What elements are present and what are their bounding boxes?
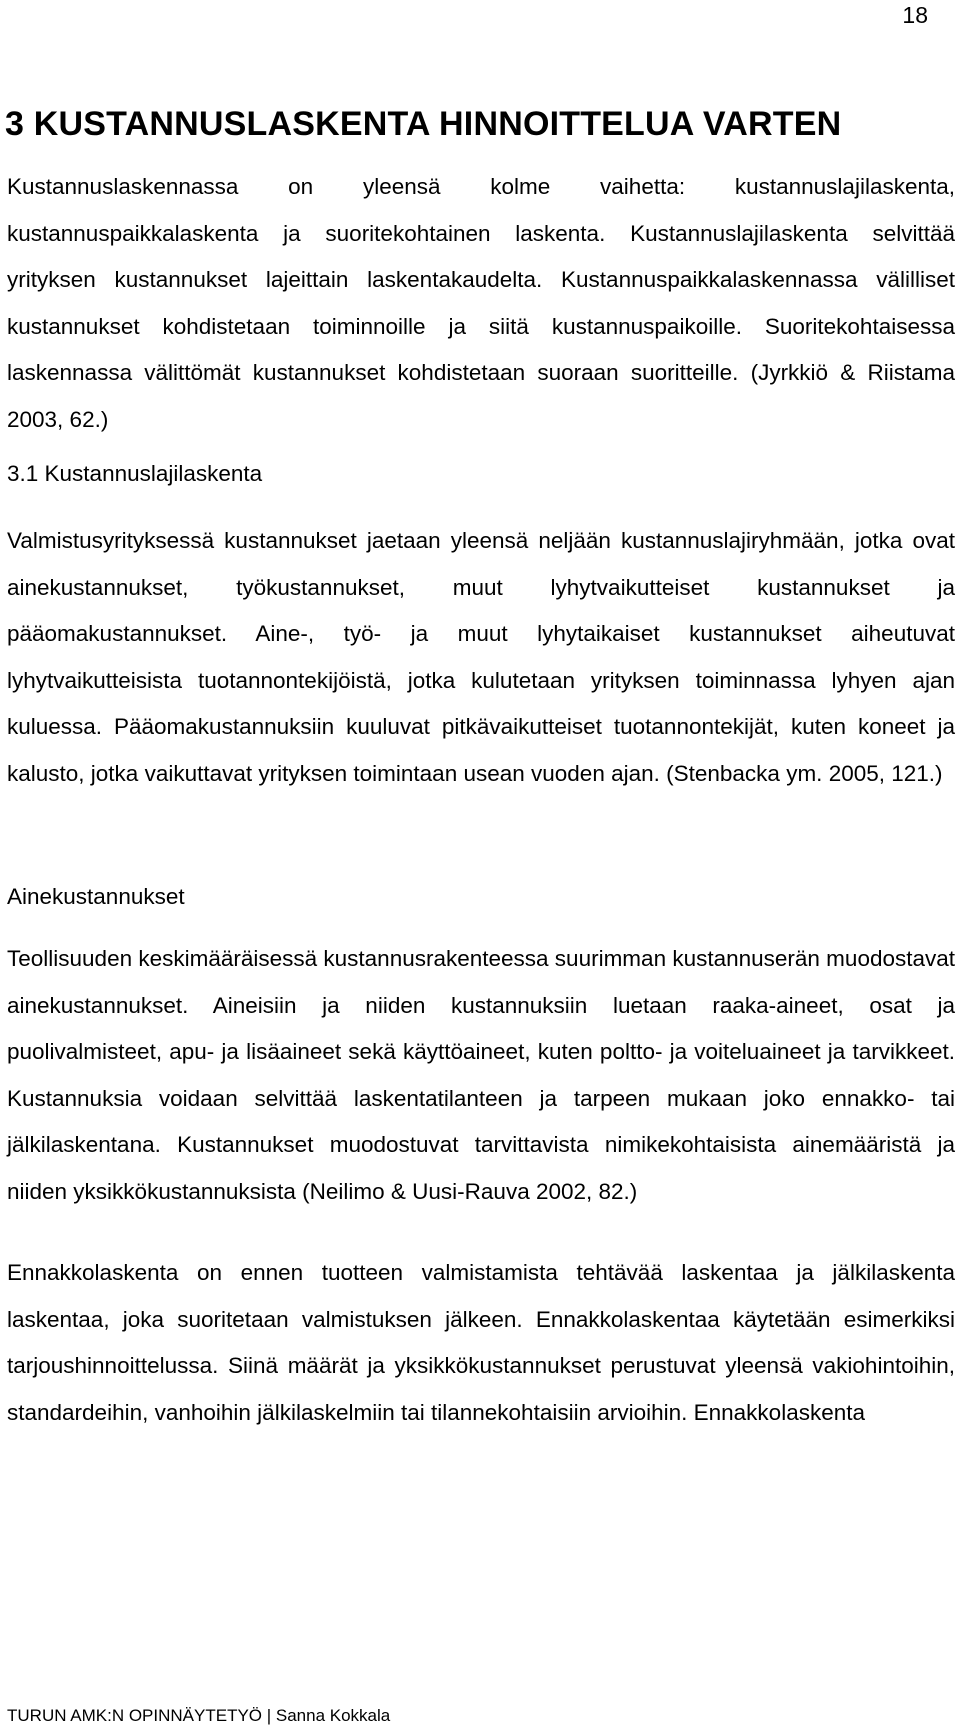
subsection-paragraph-2: Ennakkolaskenta on ennen tuotteen valmistamista tehtävää laskentaa ja jälkilaskenta laskentaa, joka suoritetaan valmistuksen jälkeen. Ennakkolaskentaa käytetään esimerkiksi tarjoushinnoittelussa. Siinä määrät ja yksikkökustannukset perustuvat yleensä vakiohintoihin, standardeihin, vanhoihin jälkilaskelmiin tai tilannekohtaisiin arvioihin. Ennakkolaskenta bbox=[7, 1260, 955, 1425]
subsection-paragraph-1: Teollisuuden keskimääräisessä kustannusrakenteessa suurimman kustannuserän muodostavat ainekustannukset. Aineisiin ja niiden kustannuksiin luetaan raaka-aineet, osat ja puolivalmisteet, apu- ja lisäaineet sekä käyttöaineet, kuten poltto- ja voiteluaineet ja tarvikkeet. Kustannuksia voidaan selvittää laskentatilanteen ja tarpeen mukaan joko ennakko- tai jälkilaskentana. Kustannukset muodostuvat tarvittavista nimikekohtaisista ainemääristä ja niiden yksikkökustannuksista (Neilimo & Uusi-Rauva 2002, 82.) bbox=[7, 946, 956, 1204]
section-heading: 3.1 Kustannuslajilaskenta bbox=[7, 461, 263, 486]
intro-paragraph: Kustannuslaskennassa on yleensä kolme vaihetta: kustannuslajilaskenta, kustannuspaikkalaskenta ja suoritekohtainen laskenta. Kustannuslajilaskenta selvittää yrityksen kustannukset lajeittain laskentakaudelta. Kustannuspaikkalaskennassa välilliset kustannukset kohdistetaan toiminnoille ja siitä kustannuspaikoille. Suoritekohtaisessa laskennassa välittömät kustannukset kohdistetaan suoraan suoritteille. (Jyrkkiö & Riistama 2003, 62.) bbox=[7, 174, 955, 432]
footer: TURUN AMK:N OPINNÄYTETYÖ | Sanna Kokkala bbox=[7, 1706, 391, 1725]
page-number: 18 bbox=[902, 2, 928, 28]
section-paragraph: Valmistusyrityksessä kustannukset jaetaan yleensä neljään kustannuslajiryhmään, jotka ovat ainekustannukset, työkustannukset, muut lyhytvaikutteiset kustannukset ja pääomakustannukset. Aine-, työ- ja muut lyhytaikaiset kustannukset aiheutuvat lyhytvaikutteisista tuotannontekijöistä, jotka kulutetaan yrityksen toiminnassa lyhyen ajan kuluessa. Pääomakustannuksiin kuuluvat pitkävaikutteiset tuotannontekijät, kuten koneet ja kalusto, jotka vaikuttavat yrityksen toimintaan usean vuoden ajan. (Stenbacka ym. 2005, 121.) bbox=[7, 528, 955, 786]
chapter-title: 3 KUSTANNUSLASKENTA HINNOITTELUA VARTEN bbox=[5, 105, 842, 143]
subsection-heading: Ainekustannukset bbox=[7, 884, 185, 909]
